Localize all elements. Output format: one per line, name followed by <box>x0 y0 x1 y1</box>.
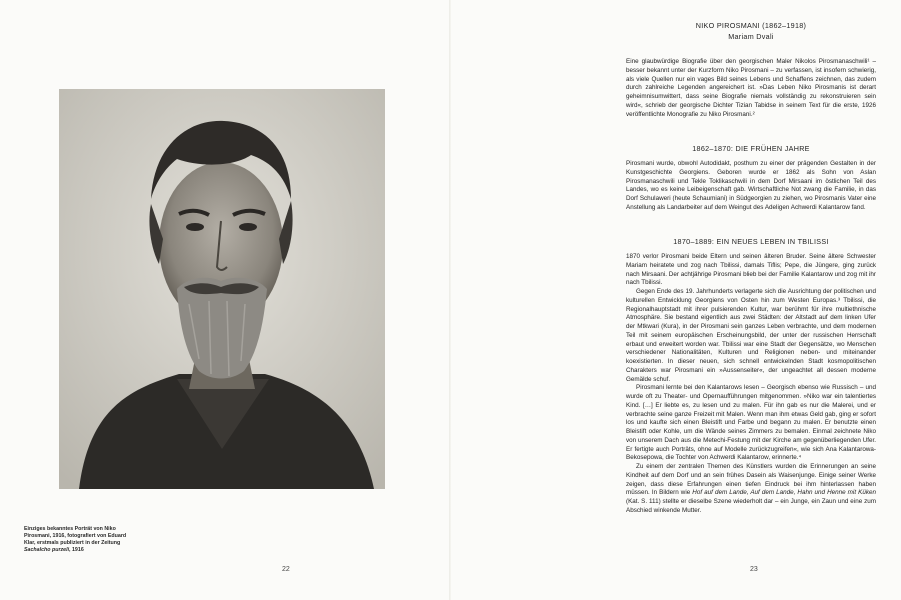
section-heading-1: 1862–1870: DIE FRÜHEN JAHRE <box>692 144 810 153</box>
page-number-right: 23 <box>750 566 758 573</box>
intro-paragraph: Eine glaubwürdige Biografie über den georgischen Maler Nikolos Pirosmanaschwili¹ – besser bekannt unter der Kurzform Niko Pirosmani – zu verfassen, ist insofern schwierig, als viele Quellen nur ein vages Bild seines Lebens und Schaffens zeichnen, das zudem durch zahlreiche Legenden angereichert ist. »Das Leben Niko Pirosmanis ist derart geheimnisumwittert, dass seine Biografie niemals vollständig zu rekonstruieren sein wird«, schrieb der georgische Dichter Tizian Tabidse in seinem Text für die erste, 1926 veröffentlichte Monografie zu Niko Pirosmani.² <box>626 58 876 118</box>
paragraph: Zu einem der zentralen Themen des Künstlers wurden die Erinnerungen an seine Kindheit auf dem Dorf und an sein frühes Dasein als Waisenjunge. Einige seiner Werke zeigen, dass diese Erfahrungen einen tiefen Eindruck bei ihm hinterlassen haben müssen. In Bildern wie Hof auf dem Lande, Auf dem Lande, Hahn und Henne mit Küken (Kat. S. 111) stellte er dieselbe Szene wiederholt dar – ein Junge, ein Zaun und eine zum Abschied winkende Mutter. <box>626 463 876 514</box>
section-2-body <box>626 253 876 516</box>
article-title-block <box>626 20 876 42</box>
article-title: NIKO PIROSMANI (1862–1918) <box>695 21 807 30</box>
paragraph: Pirosmani lernte bei den Kalantarows lesen – Georgisch ebenso wie Russisch – und wurde oft zu Theater- und Opernaufführungen mitgenommen. »Niko war ein talentiertes Kind. […] Er liebte es, zu lesen und zu malen. Für ihn gab es nur die Malerei, und er verbrachte seine ganze Freizeit mit Malen. Wenn man ihm etwas Geld gab, ging er sofort los und kaufte sich einen Bleistift und Farbe und begann zu malen. Er benutzte einen Bleistift oder Kohle, um die Wände seines Zimmers zu bemalen. Einmal zeichnete Niko von unserem Dach aus die Metechi-Festung mit der Kirche am gegenüberliegenden Ufer. Er fertigte auch Porträts, ohne auf Modelle zurückzugreifen«, wie sich Ana Kalantarowa-Bekosepowa, die Tochter von Achwerdi Kalantarow, erinnerte.⁴ <box>626 384 876 462</box>
section-heading-2: 1870–1889: EIN NEUES LEBEN IN TBILISSI <box>673 237 829 246</box>
section-1-paragraph: Pirosmani wurde, obwohl Autodidakt, posthum zu einer der prägenden Gestalten in der Kunstgeschichte Georgiens. Geboren wurde er 1862 als Sohn von Aslan Pirosmanaschwili und Tekle Toklikaschwili in dem Dorf Mirsaani im östlichen Teil des Landes, wo es keine Leibeigenschaft gab. Wirtschaftliche Not zwang die Familie, in das Dorf Schulaweri (heute Schaumiani) in Südgeorgien zu ziehen, wo Pirosmanis Vater eine Anstellung als Landarbeiter auf dem Weingut des Adeligen Achwerdi Kalantarow fand. <box>626 160 876 211</box>
page-number-left: 22 <box>282 566 290 573</box>
photo-caption: Einziges bekanntes Porträt von Niko Pirosmani, 1916, fotografiert von Eduard Klar, erstmals publiziert in der Zeitung Sachalcho purzeli, 1916 <box>24 526 127 553</box>
book-gutter <box>449 0 451 600</box>
paragraph: 1870 verlor Pirosmani beide Eltern und seinen älteren Bruder. Seine ältere Schwester Mariam heiratete und zog nach Tbilissi, damals Tiflis; Pepe, die Jüngere, ging zurück nach Mirsaani. Der achtjährige Pirosmani blieb bei der Familie Kalantarow und zog mit ihr nach Tbilissi. <box>626 253 876 287</box>
portrait-photo <box>59 89 385 489</box>
portrait-illustration <box>59 89 385 489</box>
article-author: Mariam Dvali <box>728 32 774 41</box>
paragraph: Gegen Ende des 19. Jahrhunderts verlagerte sich die Ausrichtung der politischen und kulturellen Entwicklung Georgiens von Osten hin zum Westen Europas.³ Tbilissi, die Regionalhauptstadt mit ihrer pulsierenden Kultur, war berühmt für ihre multiethnische Atmosphäre. Sie bestand eigentlich aus zwei Städten: der Altstadt auf dem linken Ufer der Mtkwari (Kura), in der Pirosmani sein ganzes Leben verbrachte, und dem modernen Teil mit seinem europäischen Erscheinungsbild, der unter der russischen Herrschaft erbaut und erweitert worden war. Tbilissi war eine Stadt der Gegensätze, wo Menschen verschiedener Nationalitäten, Kulturen und Religionen neben- und miteinander koexistierten. In dieser neuen, sich schnell entwickelnden Stadt kosmopolitischen Charakters war Pirosmani ein »Aussenseiter«, der ungeachtet all dessen moderne Gemälde schuf. <box>626 288 876 383</box>
left-page <box>0 0 450 600</box>
